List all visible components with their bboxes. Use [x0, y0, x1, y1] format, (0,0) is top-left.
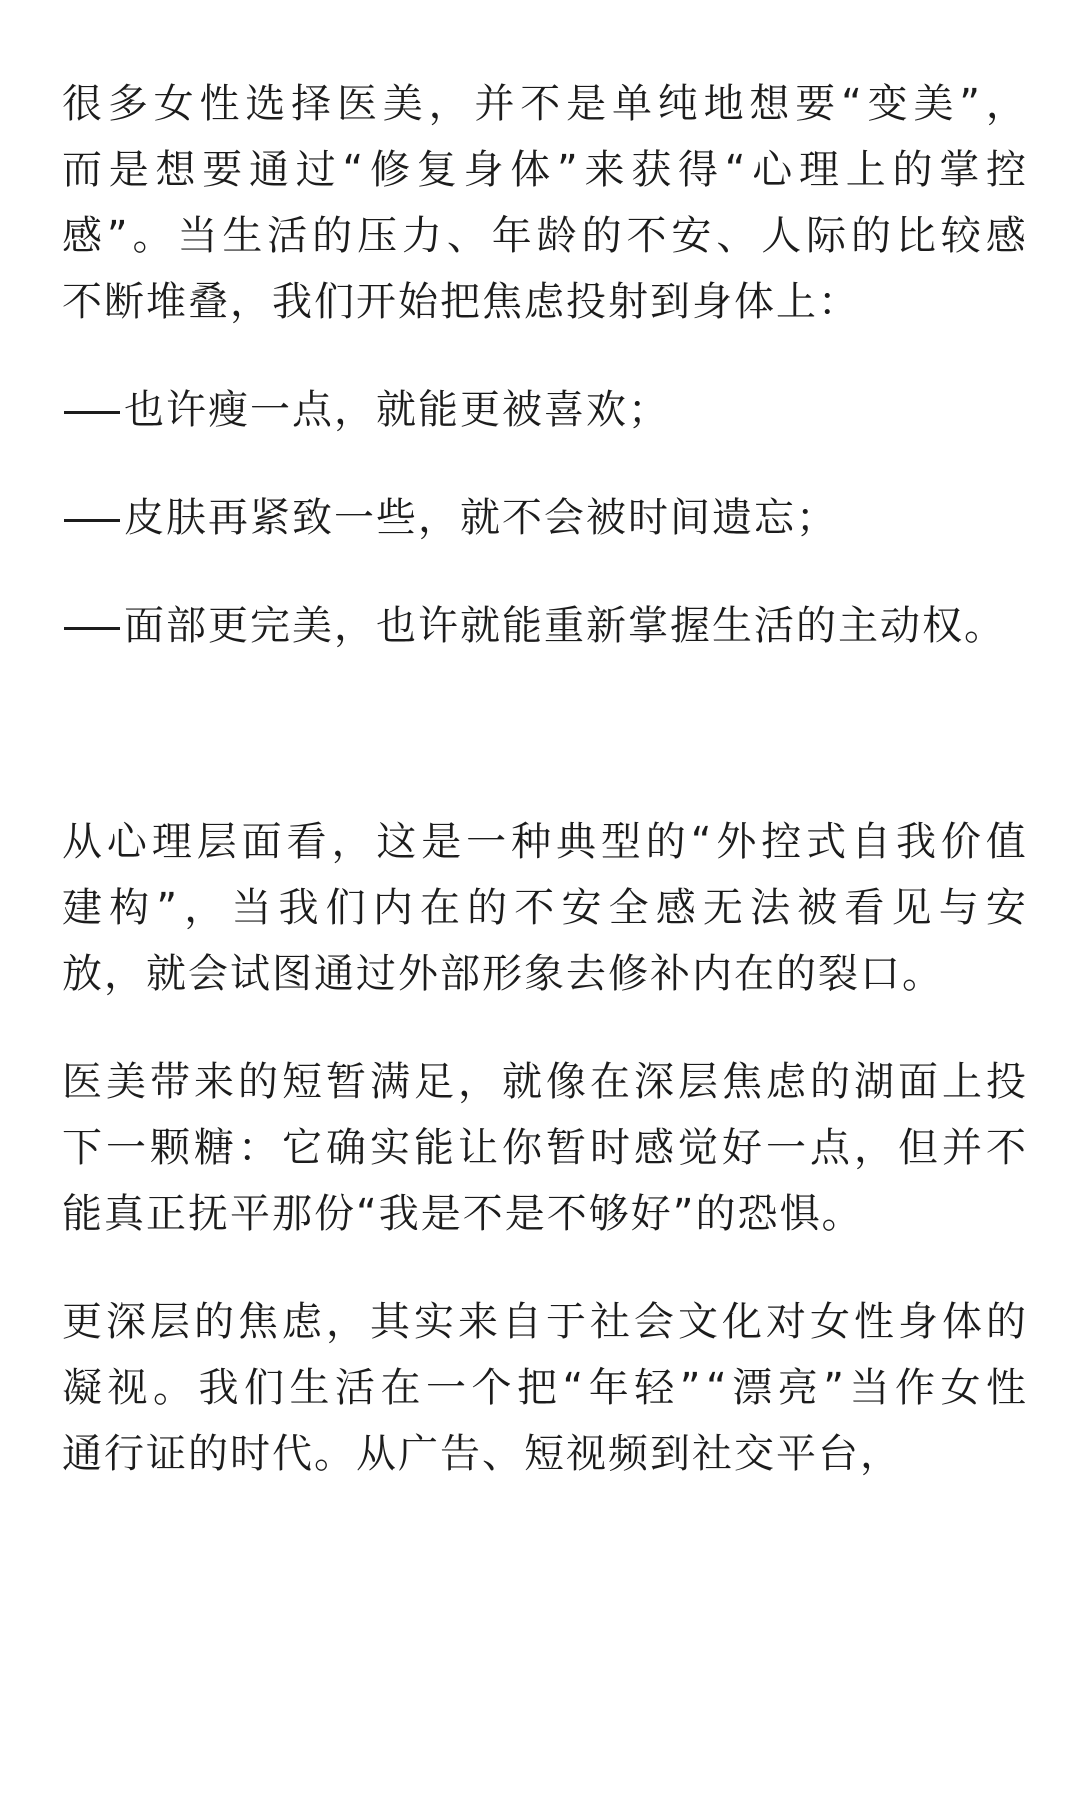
glyph: 面 — [241, 819, 282, 865]
glyph: 身 — [898, 1299, 938, 1345]
glyph: 的 — [312, 213, 353, 259]
glyph: ” — [156, 885, 178, 931]
glyph: 并 — [942, 1125, 982, 1171]
glyph: 不 — [626, 213, 667, 259]
glyph: 是 — [566, 81, 607, 127]
glyph: 凝 — [62, 1365, 102, 1411]
glyph: 的 — [892, 147, 933, 193]
paragraph-1-line-4: 不断堆叠，我们开始把焦虑投射到身体上： — [62, 279, 860, 325]
glyph: 把 — [517, 1365, 557, 1411]
glyph: 能 — [414, 1125, 454, 1171]
glyph: 体 — [510, 147, 551, 193]
glyph: 美 — [382, 81, 423, 127]
glyph: 层 — [150, 1299, 190, 1345]
glyph: 际 — [806, 213, 847, 259]
glyph: 在 — [419, 885, 460, 931]
em-dash-icon — [62, 606, 124, 646]
glyph: 确 — [326, 1125, 366, 1171]
glyph: 我 — [895, 819, 936, 865]
glyph: 全 — [608, 885, 649, 931]
glyph: 生 — [289, 1365, 330, 1411]
list-item — [62, 495, 838, 541]
glyph: ” — [556, 147, 578, 193]
glyph: ， — [854, 1125, 894, 1171]
glyph: 漂 — [732, 1365, 773, 1411]
glyph: 层 — [196, 819, 237, 865]
glyph: 轻 — [634, 1365, 675, 1411]
glyph: 、 — [446, 213, 487, 259]
glyph: “ — [724, 147, 746, 193]
glyph: 个 — [471, 1365, 512, 1411]
glyph: 糖 — [194, 1125, 234, 1171]
glyph: 种 — [511, 819, 552, 865]
glyph: 理 — [798, 147, 839, 193]
glyph: “ — [562, 1365, 584, 1411]
glyph: 择 — [291, 81, 332, 127]
glyph: 复 — [416, 147, 457, 193]
glyph: 体 — [942, 1299, 982, 1345]
glyph: 掌 — [939, 147, 980, 193]
glyph: 过 — [295, 147, 336, 193]
glyph: 的 — [851, 213, 892, 259]
glyph: 、 — [716, 213, 757, 259]
glyph: 颗 — [150, 1125, 190, 1171]
glyph: 要 — [795, 81, 836, 127]
glyph: 控 — [985, 147, 1026, 193]
glyph: 其 — [370, 1299, 410, 1345]
glyph: 活 — [335, 1365, 375, 1411]
paragraph-2-line-2 — [62, 885, 1026, 931]
glyph: ” — [823, 1365, 844, 1411]
glyph: 多 — [107, 81, 148, 127]
glyph: 安 — [671, 213, 712, 259]
glyph: ， — [184, 885, 225, 931]
glyph: 的 — [238, 1059, 278, 1105]
glyph: ， — [331, 819, 372, 865]
glyph: 想 — [749, 81, 790, 127]
glyph: 自 — [851, 819, 892, 865]
glyph: 从 — [62, 819, 102, 865]
glyph: 不 — [986, 1125, 1026, 1171]
glyph: “ — [841, 81, 862, 127]
glyph: 像 — [546, 1059, 586, 1105]
glyph: 们 — [244, 1365, 284, 1411]
glyph: 更 — [62, 1299, 102, 1345]
glyph: 层 — [678, 1059, 718, 1105]
glyph: ， — [458, 1059, 498, 1105]
glyph: 带 — [150, 1059, 190, 1105]
glyph: ” — [679, 1365, 701, 1411]
glyph: 而 — [62, 147, 102, 193]
glyph: 一 — [106, 1125, 146, 1171]
glyph: 女 — [153, 81, 194, 127]
glyph: 看 — [286, 819, 327, 865]
glyph: 无 — [702, 885, 743, 931]
glyph: ： — [238, 1125, 278, 1171]
glyph: 自 — [502, 1299, 542, 1345]
glyph: 龄 — [536, 213, 577, 259]
glyph: 见 — [891, 885, 932, 931]
glyph: 。 — [153, 1365, 193, 1411]
glyph: 不 — [520, 81, 561, 127]
glyph: 深 — [634, 1059, 674, 1105]
glyph: 会 — [634, 1299, 674, 1345]
glyph: 修 — [369, 147, 410, 193]
glyph: 控 — [761, 819, 802, 865]
glyph: 性 — [199, 81, 240, 127]
glyph: ” — [106, 213, 128, 259]
glyph: 建 — [62, 885, 102, 931]
glyph: 亮 — [777, 1365, 818, 1411]
glyph: 我 — [198, 1365, 239, 1411]
glyph: ， — [428, 81, 469, 127]
glyph: 美 — [913, 81, 954, 127]
glyph: 纯 — [657, 81, 698, 127]
glyph: 变 — [867, 81, 908, 127]
glyph: 生 — [222, 213, 263, 259]
glyph: 是 — [421, 819, 462, 865]
glyph: 通 — [249, 147, 289, 193]
glyph: 性 — [854, 1299, 894, 1345]
glyph: 好 — [722, 1125, 762, 1171]
glyph: 感 — [655, 885, 696, 931]
glyph: 我 — [278, 885, 319, 931]
glyph: 但 — [898, 1125, 938, 1171]
glyph: 化 — [722, 1299, 762, 1345]
glyph: 它 — [282, 1125, 322, 1171]
paragraph-3-line-2 — [62, 1125, 1026, 1171]
list-item-text: 面部更完美，也许就能重新掌握生活的主动权。 — [124, 603, 1006, 649]
paragraph-2-line-3: 放，就会试图通过外部形象去修补内在的裂口。 — [62, 951, 944, 997]
glyph: 足 — [414, 1059, 454, 1105]
glyph: 焦 — [722, 1059, 762, 1105]
glyph: 投 — [986, 1059, 1026, 1105]
glyph: 的 — [581, 213, 622, 259]
glyph: 压 — [357, 213, 398, 259]
glyph: ” — [959, 81, 981, 127]
glyph: “ — [705, 1365, 727, 1411]
glyph: 在 — [380, 1365, 421, 1411]
glyph: 想 — [155, 147, 196, 193]
list-item — [62, 387, 670, 433]
glyph: 的 — [986, 1299, 1026, 1345]
glyph: 的 — [810, 1059, 850, 1105]
glyph: 构 — [109, 885, 150, 931]
glyph: “ — [690, 819, 712, 865]
glyph: 深 — [106, 1299, 146, 1345]
glyph: “ — [342, 147, 364, 193]
glyph: 要 — [202, 147, 243, 193]
glyph: 的 — [194, 1299, 234, 1345]
glyph: 外 — [716, 819, 757, 865]
glyph: 让 — [458, 1125, 498, 1171]
glyph: 美 — [106, 1059, 146, 1105]
glyph: 作 — [894, 1365, 935, 1411]
paragraph-1-line-2 — [62, 147, 1026, 193]
glyph: 身 — [463, 147, 504, 193]
glyph: ， — [985, 81, 1026, 127]
glyph: 感 — [62, 213, 102, 259]
glyph: 被 — [797, 885, 838, 931]
glyph: 理 — [151, 819, 192, 865]
glyph: 不 — [514, 885, 555, 931]
glyph: 安 — [985, 885, 1026, 931]
paragraph-4-line-3: 通行证的时代。从广告、短视频到社交平台， — [62, 1431, 902, 1477]
glyph: 人 — [761, 213, 802, 259]
glyph: 。 — [132, 213, 173, 259]
glyph: 价 — [940, 819, 981, 865]
glyph: 的 — [645, 819, 686, 865]
glyph: 的 — [467, 885, 508, 931]
glyph: 女 — [810, 1299, 850, 1345]
glyph: 虑 — [282, 1299, 322, 1345]
glyph: 面 — [898, 1059, 938, 1105]
em-dash-icon — [62, 498, 124, 538]
glyph: 一 — [466, 819, 507, 865]
glyph: 医 — [62, 1059, 102, 1105]
glyph: 年 — [588, 1365, 629, 1411]
glyph: 感 — [634, 1125, 674, 1171]
glyph: 活 — [267, 213, 308, 259]
glyph: 来 — [584, 147, 625, 193]
list-item-text: 皮肤再紧致一些，就不会被时间遗忘； — [124, 495, 838, 541]
glyph: 获 — [631, 147, 672, 193]
glyph: 上 — [942, 1059, 982, 1105]
glyph: 实 — [414, 1299, 454, 1345]
glyph: 于 — [546, 1299, 586, 1345]
glyph: 心 — [752, 147, 793, 193]
paragraph-3-line-1 — [62, 1059, 1026, 1105]
glyph: 当 — [177, 213, 218, 259]
glyph: 与 — [938, 885, 979, 931]
glyph: 下 — [62, 1125, 102, 1171]
glyph: 是 — [108, 147, 149, 193]
em-dash-icon — [62, 390, 124, 430]
glyph: 们 — [325, 885, 366, 931]
glyph: 这 — [376, 819, 417, 865]
glyph: 一 — [766, 1125, 806, 1171]
glyph: 医 — [336, 81, 377, 127]
glyph: 性 — [985, 1365, 1026, 1411]
glyph: 法 — [750, 885, 791, 931]
glyph: 视 — [107, 1365, 148, 1411]
glyph: 选 — [245, 81, 286, 127]
glyph: ， — [326, 1299, 366, 1345]
paragraph-3-line-3: 能真正抚平那份“我是不是不够好”的恐惧。 — [62, 1191, 864, 1237]
glyph: 地 — [703, 81, 744, 127]
glyph: 实 — [370, 1125, 410, 1171]
glyph: 比 — [895, 213, 936, 259]
glyph: 感 — [985, 213, 1026, 259]
glyph: 很 — [62, 81, 102, 127]
glyph: 得 — [677, 147, 718, 193]
glyph: 心 — [106, 819, 147, 865]
glyph: 你 — [502, 1125, 542, 1171]
glyph: 虑 — [766, 1059, 806, 1105]
glyph: 女 — [940, 1365, 981, 1411]
glyph: 较 — [940, 213, 981, 259]
paragraph-1-line-1 — [62, 81, 1026, 127]
glyph: 力 — [401, 213, 442, 259]
paragraph-4-line-2 — [62, 1365, 1026, 1411]
list-item — [62, 603, 1006, 649]
glyph: 内 — [372, 885, 413, 931]
glyph: 在 — [590, 1059, 630, 1105]
glyph: 典 — [555, 819, 596, 865]
paragraph-2-line-1 — [62, 819, 1026, 865]
glyph: 当 — [231, 885, 272, 931]
glyph: 社 — [590, 1299, 630, 1345]
glyph: 就 — [502, 1059, 542, 1105]
glyph: 觉 — [678, 1125, 718, 1171]
glyph: 上 — [845, 147, 886, 193]
glyph: 看 — [844, 885, 885, 931]
glyph: 焦 — [238, 1299, 278, 1345]
glyph: 年 — [491, 213, 532, 259]
glyph: 暂 — [546, 1125, 586, 1171]
glyph: 暂 — [326, 1059, 366, 1105]
glyph: 式 — [806, 819, 847, 865]
paragraph-1-line-3 — [62, 213, 1026, 259]
glyph: 点 — [810, 1125, 850, 1171]
glyph: 安 — [561, 885, 602, 931]
glyph: 值 — [985, 819, 1026, 865]
glyph: 时 — [590, 1125, 630, 1171]
list-item-text: 也许瘦一点，就能更被喜欢； — [124, 387, 670, 433]
glyph: 短 — [282, 1059, 322, 1105]
glyph: 来 — [194, 1059, 234, 1105]
paragraph-4-line-1 — [62, 1299, 1026, 1345]
glyph: 文 — [678, 1299, 718, 1345]
glyph: 湖 — [854, 1059, 894, 1105]
glyph: 当 — [849, 1365, 890, 1411]
glyph: 单 — [611, 81, 652, 127]
glyph: 满 — [370, 1059, 410, 1105]
glyph: 型 — [600, 819, 641, 865]
glyph: 来 — [458, 1299, 498, 1345]
glyph: 一 — [426, 1365, 466, 1411]
glyph: 并 — [474, 81, 515, 127]
glyph: 对 — [766, 1299, 806, 1345]
